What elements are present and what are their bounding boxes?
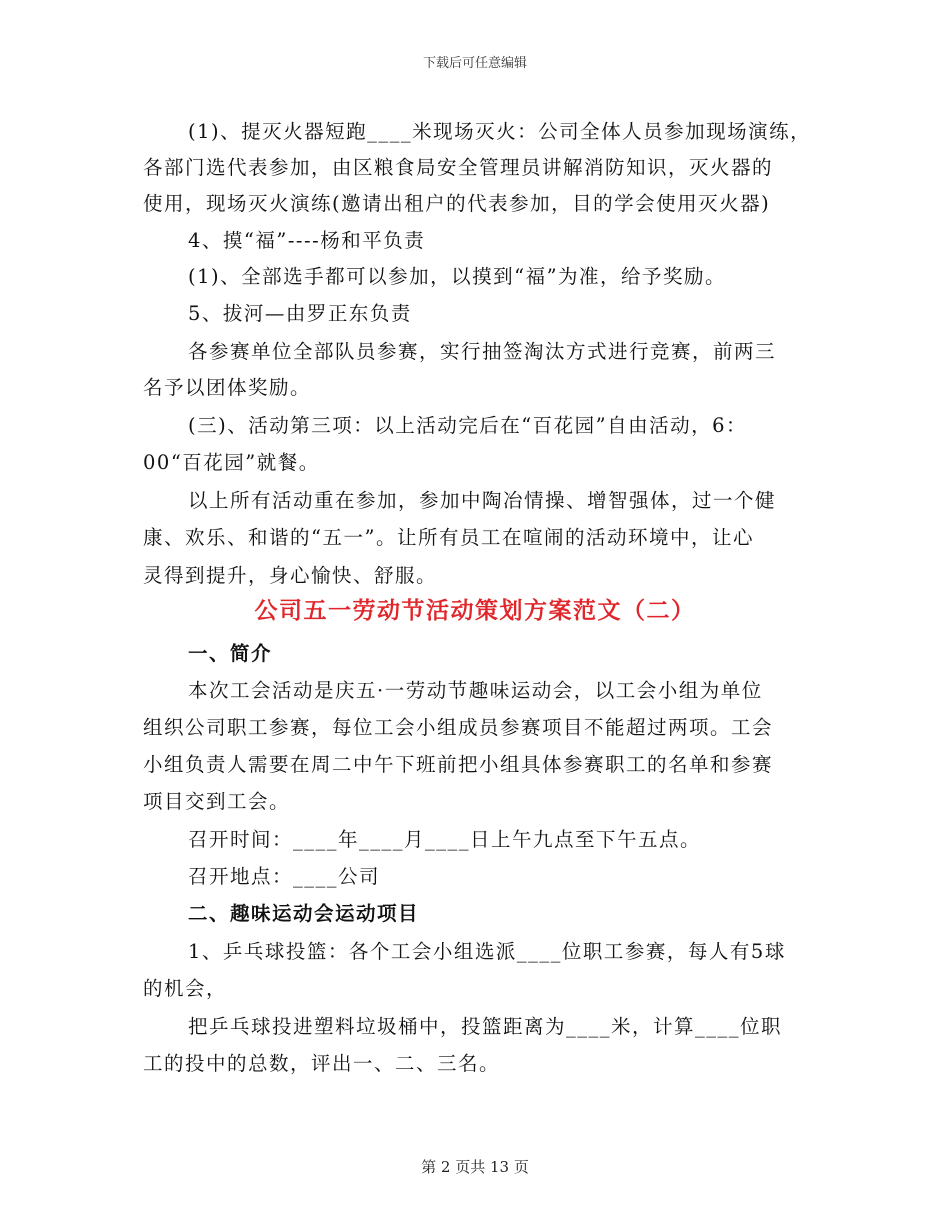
meeting-place: 召开地点：____公司: [188, 865, 381, 888]
paragraph-line: 康、欢乐、和谐的“五一”。让所有员工在喧闹的活动环境中，让心: [143, 526, 754, 549]
paragraph-line: 项目交到工会。: [143, 790, 291, 813]
meeting-time: 召开时间：____年____月____日上午九点至下午五点。: [188, 828, 702, 851]
paragraph-line: 使用，现场灭火演练(邀请出租户的代表参加，目的学会使用灭火器): [143, 192, 771, 215]
paragraph-line: 00“百花园”就餐。: [143, 451, 320, 474]
paragraph-line: 以上所有活动重在参加，参加中陶冶情操、增智强体，过一个健: [188, 489, 777, 512]
paragraph-line: 小组负责人需要在周二中午下班前把小组具体参赛职工的名单和参赛: [143, 753, 774, 776]
page-header: 下载后可任意编辑: [422, 56, 527, 71]
paragraph-line: 工的投中的总数，评出一、二、三名。: [143, 1052, 501, 1075]
paragraph-line: 5、拔河—由罗正东负责: [188, 302, 412, 325]
paragraph-line: 组织公司职工参赛，每位工会小组成员参赛项目不能超过两项。工会: [143, 716, 774, 739]
paragraph-line: 本次工会活动是庆五·一劳动节趣味运动会，以工会小组为单位: [188, 679, 763, 702]
heading-intro: 一、简介: [188, 642, 273, 665]
paragraph-line: 的机会，: [143, 977, 228, 1000]
page-footer: 第 2 页共 13 页: [421, 1158, 529, 1176]
paragraph-line: 1、乒乓球投篮：各个工会小组选派____位职工参赛，每人有5球: [188, 940, 786, 963]
paragraph-line: (三)、活动第三项：以上活动完后在“百花园”自由活动，6：: [188, 414, 748, 437]
paragraph-line: 各参赛单位全部队员参赛，实行抽签淘汰方式进行竞赛，前两三: [188, 340, 777, 363]
paragraph-line: 把乒乓球投进塑料垃圾桶中，投篮距离为____米，计算____位职: [188, 1015, 783, 1038]
paragraph-line: 灵得到提升，身心愉快、舒服。: [143, 564, 438, 587]
paragraph-line: 名予以团体奖励。: [143, 376, 312, 399]
paragraph-line: 4、摸“福”----杨和平负责: [188, 229, 426, 252]
heading-events: 二、趣味运动会运动项目: [188, 902, 420, 925]
paragraph-line: (1)、提灭火器短跑____米现场灭火：公司全体人员参加现场演练，: [188, 120, 812, 143]
paragraph-line: 各部门选代表参加，由区粮食局安全管理员讲解消防知识，灭火器的: [143, 156, 774, 179]
paragraph-line: (1)、全部选手都可以参加，以摸到“福”为准，给予奖励。: [188, 265, 727, 288]
section-title: 公司五一劳动节活动策划方案范文（二）: [254, 597, 696, 624]
